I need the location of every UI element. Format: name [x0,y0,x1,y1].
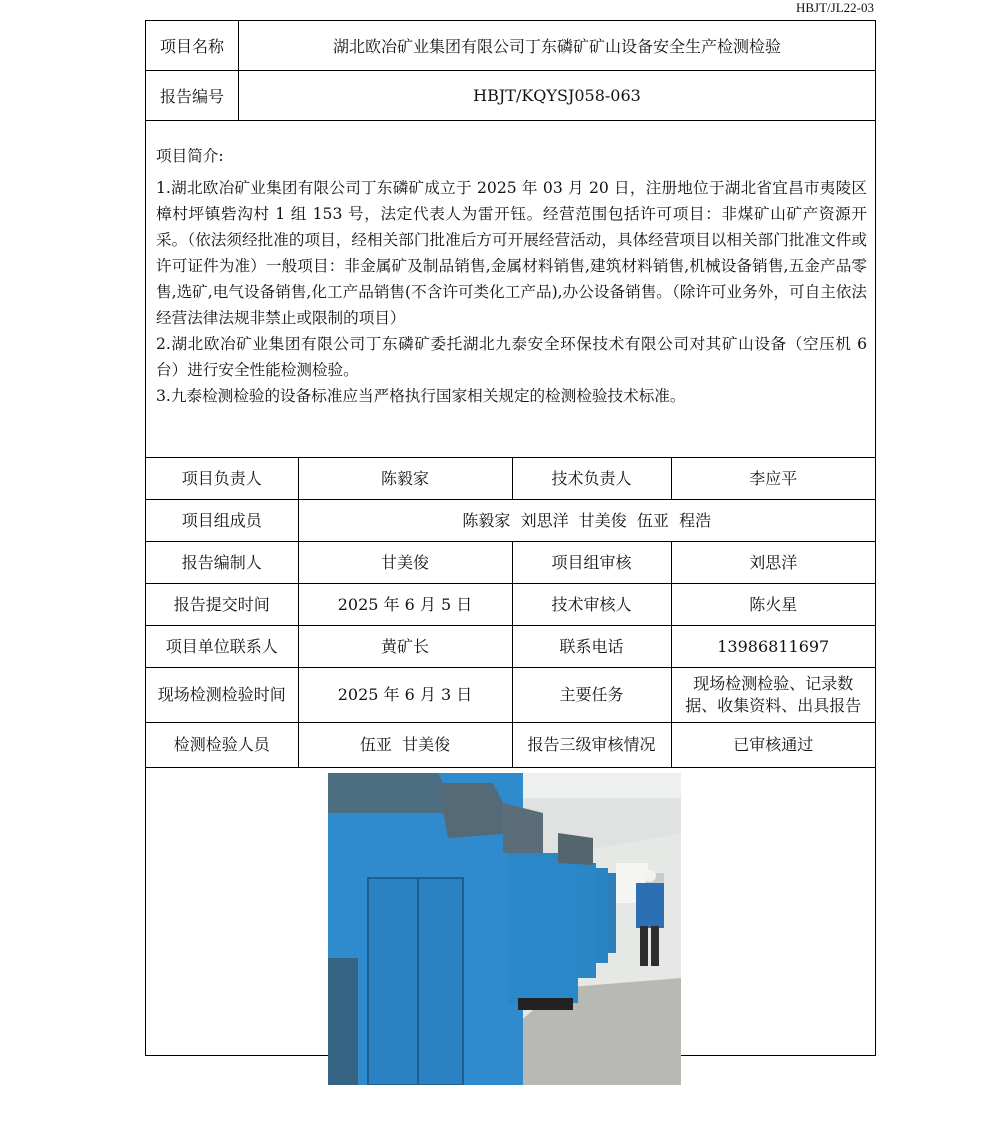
compressor-room-photo [328,773,681,1085]
phone-value: 13986811697 [671,626,875,668]
audit-value: 已审核通过 [671,723,875,768]
tech-leader-label: 技术负责人 [512,458,671,500]
project-info-table [146,458,875,809]
report-number-value: HBJT/KQYSJ058-063 [239,71,876,121]
author-label: 报告编制人 [146,542,298,584]
report-number-label: 报告编号 [146,71,239,121]
photo-cell [146,768,875,810]
submit-date: 2025 年 6 月 5 日 [298,584,512,626]
contact-value: 黄矿长 [298,626,512,668]
project-header-table [146,21,875,121]
tech-review-label: 技术审核人 [512,584,671,626]
intro-paragraph-1: 1.湖北欧冶矿业集团有限公司丁东磷矿成立于 2025 年 03 月 20 日，注册地位于湖北省宜昌市夷陵区樟村坪镇砦沟村 1 组 153 号，法定代表人为雷开钰。经营范围包括许可项目：非煤矿山矿产资源开采。（依法须经批准的项目，经相关部门批准后方可开展经营活动，具体经营项目以相关部门批准文件或许可证件为准）一般项目：非金属矿及制品销售,金属材料销售,建筑材料销售,机械设备销售,五金产品零售,选矿,电气设备销售,化工产品销售(不含许可类化工产品),办公设备销售。（除许可业务外，可自主依法经营法律法规非禁止或限制的项目） [156,179,867,327]
author-value: 甘美俊 [298,542,512,584]
submit-label: 报告提交时间 [146,584,298,626]
audit-label: 报告三级审核情况 [512,723,671,768]
members-value: 陈毅家 刘思洋 甘美俊 伍亚 程浩 [298,500,875,542]
leader-label: 项目负责人 [146,458,298,500]
report-form [145,20,876,1056]
intro-heading: 项目简介: [156,147,224,165]
tech-reviewer-value: 陈火星 [671,584,875,626]
onsite-date: 2025 年 6 月 3 日 [298,668,512,723]
inspectors-value: 伍亚 甘美俊 [298,723,512,768]
review-label: 项目组审核 [512,542,671,584]
members-label: 项目组成员 [146,500,298,542]
project-name-label: 项目名称 [146,21,239,71]
task-value: 现场检测检验、记录数据、收集资料、出具报告 [671,668,875,723]
contact-label: 项目单位联系人 [146,626,298,668]
tech-leader-value: 李应平 [671,458,875,500]
onsite-label: 现场检测检验时间 [146,668,298,723]
phone-label: 联系电话 [512,626,671,668]
document-number: HBJT/JL22-03 [796,0,874,15]
project-intro [146,121,875,458]
leader-value: 陈毅家 [298,458,512,500]
inspectors-label: 检测检验人员 [146,723,298,768]
reviewer-value: 刘思洋 [671,542,875,584]
project-name-value: 湖北欧冶矿业集团有限公司丁东磷矿矿山设备安全生产检测检验 [239,21,876,71]
task-label: 主要任务 [512,668,671,723]
intro-paragraph-3: 3.九泰检测检验的设备标准应当严格执行国家相关规定的检测检验技术标准。 [156,387,686,405]
intro-paragraph-2: 2.湖北欧冶矿业集团有限公司丁东磷矿委托湖北九泰安全环保技术有限公司对其矿山设备（空压机 6 台）进行安全性能检测检验。 [156,335,867,379]
site-photo [328,773,681,1085]
